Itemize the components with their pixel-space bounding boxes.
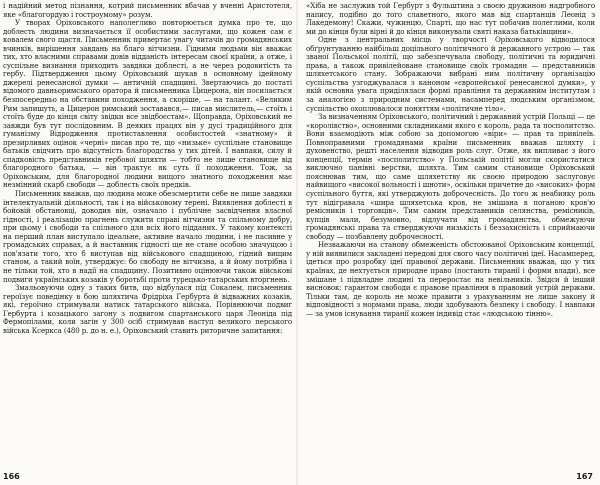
book-gutter <box>296 0 298 485</box>
paragraph: Змальовуючи одну з таких битв, що відбулася під Сокалем, письменник героїзує поведінку в бою шляхтича Фрідріха Гербурта й відважних козаків, які, героїчно стримували натиск татарського війська. Порівнюючи подвиг Гербурта і козацького загону з подвигом спартанського царя Леоніда під Фермопілами, коли загін у 300 осіб стримував наступ великого перського війська Ксеркса (480 р. до н. е.), Оріховський ставить риторичне запитання: <box>3 283 292 335</box>
paragraph: За визначенням Оріховського, політичний і державний устрій Польщі — це «королівство», основними складниками якого є король, рада та посполитство. Вони взаємодіють між собою за допомогою «віри» — прав та привілеїв. Повноправними громадянами країни письменник вважав шляхту і духовенство, решті населення відводив роль слуг. Отже, як випливає з його концепції, термін «посполитство» у Польській політії могли скористатися виключно панівні верстви, шляхта. Тим самим становище Оріховський пояснював тим, що саме шляхетству як своєю природою заслуговує найвищого «високої вольності і шноти», оскільки причетне до «високих» форм суспільного буття, які утверджують доброчесність. До того ж неабияку роль тут відігравала «шира шляхетська кров, не змішана в поганою кров'ю ремісників і торговців». Тим самим представників селянства, ремісників, купців мали, безумовно, відлучати від громадянства, обмежуючи громадянські права та стверджуючи низькість і беззахисність і сприймаючи свободу — позбавлену доброчесності. <box>306 112 595 241</box>
paragraph: Одне з центральних місць у творчості Оріховського відводилося обґрунтуванню найбільш доцільного політичного й державного устрою — так званої Польської політії, що забезпечувала свободу, політичні та юридичні права, а також привілейоване становище своїх громадян — представників шляхетського стану. Зображаючи вибрані ним політичну організацію суспільства узгоджувалася з каноном «європейської ренесансної думки», у якій основна увага приділялася формі правління та державним інститутам і за аналогією з природним системами, насамперед людським організмом, суспільство охоплювалося поняттям «політичне тіло». <box>306 35 595 113</box>
page-number: 166 <box>3 472 20 481</box>
right-page <box>306 2 595 483</box>
paragraph: Письменник вважав, що людина може обезсмертити себе не лише завдяки інтелектуальній діяльності, так і на військовому терені. Виявлення доблесті в бойовій обстановці, доводив він, означало і публічне засвідчення власної гідності, і реалізацію прагнень служити справі вітчизни та спільному добру, при цьому і свободи та спільного для всіх його підданих. У такому контексті на перший план виступало ідеальне, активне начало людини, і не пасивне у громадських справах, а й наставник гідності ще не стане особою значущою і пов'язати того, хто б виступав від військового спадщиною, гідний вищим станом, а такий воїн, утверджує: бо свободу не вітчизна, а й йому потрібна і не тільки той, хто в надії на спадщину. Позитивно оцінюючи також військові подвиги українських козаків у боротьбі проти турецько-татарських вторгнень. <box>3 189 292 284</box>
paragraph: Незважаючи на станову обмеженість обстоюваної Оріховським концепції, у ній виявилися закладені передові для свого часу політичні ідеї. Насамперед, ідеться про розробку ідеї правової держави. Письменник вважав, що у тих країнах, де нехтується природне право (постають тиранії і форми влади), все змішане і підвладне людині та переростає на невільників. Звідси й інший висновок: гарантом свободи є правове правління в правовий устрій держави. Тільки там, де король не може правити з урахуванням не лише закону й відповідності з нормами права, люди здобувають безпеку і свободу. І навпаки — за умов існування тиранії кожен індивід стає «людською тінню». <box>306 240 595 318</box>
right-page-text <box>306 2 595 318</box>
left-page <box>3 2 292 483</box>
paragraph: У творах Оріховського наполегливо повторюється думка про те, що доблесть людини визначається її особистими заслугами, що кожен сам є ковалем свого щастя. Письменник привертає увагу читачів до громадянських вчинків, вирішення завдань на благо вітчизни. Гідними людьми він вважає тих, хто власними справами довів відданість інтересам своєї країни, а отже, і суспільне визнання приходить завдяки доблесті, а не через родовитість та гербу. Підтвердження цьому Оріховський шукав в основному ідейному джерелі ренесансної думки — античній спадщині. Звертаючись до постаті відомого давньоримського оратора й письменника Цицерона, він посилається безпосередньо на обставини походження, а скоріше, — на талант. «Великим Рим запишуть, а Цицерон римський зоставався,— писав мислитель,— стоїть і стоїть буде до кінця світу звідки все звідбоєстам». Щоправда, Оріховський не завжди був тут послідовним. В деяких працях він у дусі традиційного для гуманізму Відродження протиставлення особистостей «знатному» й презирливих оцінок «черні» писав про те, що «низьке» суспільне становище батьків свідчить про відсутність благородства у тих дітей. І навпаки, силу й спадковість представників гербової шляхти — тобто не лише становище від благородного батька, — він трактує як суть її походження. Тож, за Оріховським, для благородної людини вищого знатного походження має незмінний скарб свободи — доблесть своїх предків. <box>3 18 292 190</box>
page-number: 167 <box>576 472 593 481</box>
left-page-text <box>3 2 292 335</box>
paragraph: «Хіба не заслужив той Гербурт з Фульштина з своєю дружиною надгробного напису, подібно до того славетного, якого мав від спартанців Леонід з Лакедемону! Скажи, чужинцю, Спарті, що нас тут побачив полеглими, коли ми до кінця були вірні й до кінця виконували святі наказа батьківщини». <box>306 2 595 36</box>
paragraph: і надійний метод пізнання, котрий письменник вбачав у вченні Аристотеля, яке «благогордую і гостроумому» розум. <box>3 2 292 19</box>
